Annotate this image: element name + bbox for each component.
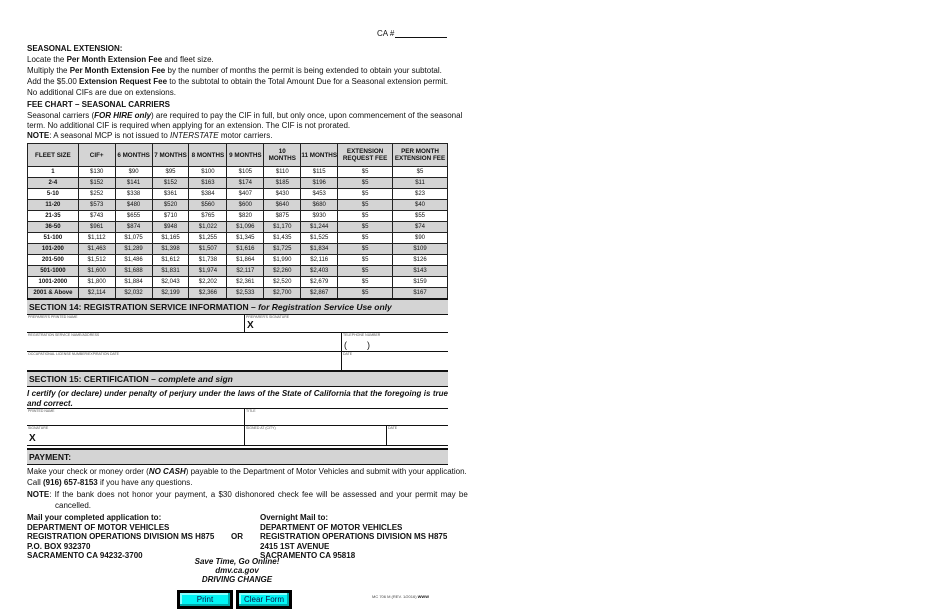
overnight-address-line: DEPARTMENT OF MOTOR VEHICLES [260,522,403,532]
table-row [28,200,448,211]
fleet-size-cell: 11-20 [28,200,79,211]
fleet-size-cell: 51-100 [28,233,79,244]
field-label: SIGNATURE [28,426,49,430]
payment-note: NOTE: If the bank does not honor your payment, a $30 dishonored check fee will be assessed and your permit may be [27,490,468,499]
fee-cell: $743 [78,211,115,222]
fee-cell: $152 [78,178,115,189]
fee-cell: $2,520 [264,277,301,288]
fee-cell: $2,202 [189,277,227,288]
fee-cell: $875 [264,211,301,222]
fee-cell: $95 [152,167,189,178]
overnight-address-line: REGISTRATION OPERATIONS DIVISION MS H875 [260,532,448,542]
fee-cell: $109 [393,244,448,255]
fee-cell: $2,114 [78,288,115,299]
fee-cell: $453 [301,189,338,200]
mail-address-line: REGISTRATION OPERATIONS DIVISION MS H875 [27,532,215,542]
field-label: TELEPHONE NUMBER [343,333,381,337]
fee-cell: $1,512 [78,255,115,266]
fee-cell: $1,525 [301,233,338,244]
fee-cell: $1,834 [301,244,338,255]
telephone-field[interactable] [342,333,448,352]
fee-cell: $1,486 [115,255,152,266]
section-15-header: SECTION 15: CERTIFICATION – complete and sign [27,370,448,387]
fee-cell: $338 [115,189,152,200]
fleet-size-cell: 5-10 [28,189,79,200]
fee-cell: $1,398 [152,244,189,255]
fee-cell: $163 [189,178,227,189]
table-header-row [28,144,448,167]
certification-statement: I certify (or declare) under penalty of perjury under the laws of the State of California that the foregoing is true and correct. [27,389,448,408]
seasonal-line-3: Add the $5.00 Extension Request Fee to the subtotal to obtain the Total Amount Due for a Seasonal extension permit. [27,77,448,86]
fee-cell: $820 [227,211,264,222]
fee-cell: $167 [393,288,448,299]
table-row [28,288,448,299]
overnight-address-line: 2415 1ST AVENUE [260,541,330,551]
fee-cell: $130 [78,167,115,178]
fee-cell: $2,366 [189,288,227,299]
fee-cell: $573 [78,200,115,211]
fee-cell: $1,022 [189,222,227,233]
payment-line-2: Call (916) 657-8153 if you have any questions. [27,478,193,487]
mail-address-line: Mail your completed application to: [27,513,162,522]
table-row [28,255,448,266]
fee-cell: $1,725 [264,244,301,255]
slogan [157,558,317,585]
fleet-size-cell: 2001 & Above [28,288,79,299]
phone-parens: ( ) [344,340,370,350]
fee-cell: $5 [338,222,393,233]
fee-cell: $2,403 [301,266,338,277]
ca-number-label-text: CA # [377,29,395,38]
fee-chart-para-2: term. No additional CIF is required when applying for an extension. The CIF is not prorated. [27,121,351,130]
section-14-header: SECTION 14: REGISTRATION SERVICE INFORMATION – for Registration Service Use only [27,298,448,315]
fleet-size-cell: 101-200 [28,244,79,255]
fee-cell: $2,533 [227,288,264,299]
fee-cell: $100 [189,167,227,178]
payment-note-cont: cancelled. [55,501,92,510]
fleet-size-cell: 2-4 [28,178,79,189]
fee-cell: $1,612 [152,255,189,266]
fee-cell: $2,043 [152,277,189,288]
fee-cell: $1,096 [227,222,264,233]
fee-cell: $141 [115,178,152,189]
fee-cell: $252 [78,189,115,200]
table-row [28,189,448,200]
fleet-size-cell: 201-500 [28,255,79,266]
signature-x-mark: X [247,320,254,331]
form-id: MC 706 M (REV. 1/2016) WWW [372,594,429,599]
fee-cell: $1,600 [78,266,115,277]
fee-cell: $196 [301,178,338,189]
mail-address-line: P.O. BOX 932370 [27,541,91,551]
fee-cell: $680 [301,200,338,211]
table-row [28,211,448,222]
title-field[interactable] [245,408,448,426]
fee-chart-para-1: Seasonal carriers (FOR HIRE only) are required to pay the CIF in full, but only once, upon commencement of the seasonal [27,111,463,120]
clear-form-button[interactable]: Clear Form [236,590,292,609]
fee-cell: $5 [338,233,393,244]
fee-cell: $1,255 [189,233,227,244]
field-label: REGISTRATION SERVICE NAME/ADDRESS [28,333,100,337]
fee-cell: $152 [152,178,189,189]
overnight-address [260,513,447,561]
overnight-address-line: Overnight Mail to: [260,513,328,522]
fee-cell: $23 [393,189,448,200]
column-header: EXTENSION REQUEST FEE [338,144,393,167]
fee-cell: $1,990 [264,255,301,266]
fee-cell: $115 [301,167,338,178]
fee-cell: $2,700 [264,288,301,299]
or-label: OR [231,532,243,541]
fee-cell: $1,244 [301,222,338,233]
fee-cell: $2,117 [227,266,264,277]
fee-cell: $5 [338,277,393,288]
preparer-signature-field[interactable] [245,315,448,333]
fee-cell: $1,884 [115,277,152,288]
overnight-address-line: SACRAMENTO CA 95818 [260,551,356,561]
field-label: PREPARER'S PRINTED NAME [28,315,78,319]
fee-cell: $560 [189,200,227,211]
fee-cell: $2,032 [115,288,152,299]
fee-cell: $430 [264,189,301,200]
fee-cell: $1,800 [78,277,115,288]
fee-cell: $5 [393,167,448,178]
ca-number-label [377,29,394,39]
fee-cell: $126 [393,255,448,266]
table-row [28,266,448,277]
field-label: DATE [388,426,398,430]
fleet-size-cell: 21-35 [28,211,79,222]
fee-cell: $1,507 [189,244,227,255]
fee-cell: $185 [264,178,301,189]
field-label: PRINTED NAME [28,409,55,413]
column-header: 11 MONTHS [301,144,338,167]
column-header: PER MONTH EXTENSION FEE [393,144,448,167]
fee-cell: $105 [227,167,264,178]
slogan-line: Save Time, Go Online! [194,557,280,566]
fee-cell: $2,679 [301,277,338,288]
seasonal-line-2: Multiply the Per Month Extension Fee by the number of months the permit is being extended to obtain your subtotal. [27,66,442,75]
column-header: FLEET SIZE [28,144,79,167]
slogan-url: dmv.ca.gov [215,565,259,575]
fee-cell: $40 [393,200,448,211]
fee-cell: $5 [338,255,393,266]
signed-at-field[interactable] [245,426,387,446]
payment-line-1: Make your check or money order (NO CASH) payable to the Department of Motor Vehicles and submit with your application. [27,467,467,476]
fee-cell: $90 [393,233,448,244]
field-label: OCCUPATIONAL LICENSE NUMBER/EXPIRATION DATE [28,352,120,356]
fee-cell: $1,831 [152,266,189,277]
seasonal-line-4: No additional CIFs are due on extensions. [27,88,176,97]
fee-cell: $2,199 [152,288,189,299]
printed-name-field[interactable] [27,408,245,426]
fee-chart-note: NOTE: A seasonal MCP is not issued to INTERSTATE motor carriers. [27,131,273,140]
fee-cell: $407 [227,189,264,200]
table-row [28,244,448,255]
signature-field[interactable] [27,426,245,446]
fee-cell: $2,361 [227,277,264,288]
fee-cell: $600 [227,200,264,211]
fee-cell: $384 [189,189,227,200]
mail-address-line: SACRAMENTO CA 94232-3700 [27,551,143,561]
fee-cell: $159 [393,277,448,288]
service-name-address-field[interactable] [27,333,342,352]
fee-cell: $1,974 [189,266,227,277]
fee-cell: $961 [78,222,115,233]
fee-cell: $5 [338,178,393,189]
field-label: TITLE [246,409,256,413]
field-label: PREPARER'S SIGNATURE [246,315,290,319]
table-row [28,222,448,233]
date-field-14[interactable] [342,352,448,370]
fleet-size-cell: 501-1000 [28,266,79,277]
fee-cell: $110 [264,167,301,178]
fee-chart-title: FEE CHART – SEASONAL CARRIERS [27,100,170,109]
field-label: DATE [343,352,353,356]
fee-cell: $5 [338,167,393,178]
fee-chart-table [27,143,448,299]
preparer-name-field[interactable] [27,315,245,333]
fee-cell: $74 [393,222,448,233]
fee-cell: $1,738 [189,255,227,266]
mail-address-line: DEPARTMENT OF MOTOR VEHICLES [27,522,170,532]
fee-cell: $1,864 [227,255,264,266]
table-row [28,167,448,178]
fee-cell: $5 [338,244,393,255]
fee-cell: $1,345 [227,233,264,244]
fee-cell: $143 [393,266,448,277]
mail-address [27,513,214,561]
ca-number-field[interactable] [395,37,447,38]
column-header: 7 MONTHS [152,144,189,167]
fee-cell: $2,867 [301,288,338,299]
fee-cell: $765 [189,211,227,222]
fee-cell: $1,435 [264,233,301,244]
date-field-15[interactable] [387,426,448,446]
fee-cell: $5 [338,266,393,277]
fee-cell: $1,463 [78,244,115,255]
fee-cell: $174 [227,178,264,189]
fee-cell: $361 [152,189,189,200]
fee-cell: $2,260 [264,266,301,277]
fee-cell: $948 [152,222,189,233]
print-button[interactable]: Print [177,590,233,609]
fee-cell: $1,112 [78,233,115,244]
fee-cell: $1,289 [115,244,152,255]
table-row [28,178,448,189]
fee-cell: $5 [338,200,393,211]
fee-cell: $5 [338,288,393,299]
fee-cell: $55 [393,211,448,222]
fee-cell: $874 [115,222,152,233]
fee-cell: $5 [338,189,393,200]
column-header: 10 MONTHS [264,144,301,167]
fee-cell: $1,075 [115,233,152,244]
fee-cell: $1,170 [264,222,301,233]
field-label: SIGNED AT (CITY) [246,426,276,430]
fee-cell: $655 [115,211,152,222]
fee-cell: $90 [115,167,152,178]
fee-cell: $1,165 [152,233,189,244]
fee-cell: $710 [152,211,189,222]
table-row [28,277,448,288]
column-header: 8 MONTHS [189,144,227,167]
fee-cell: $520 [152,200,189,211]
seasonal-title: SEASONAL EXTENSION: [27,44,123,53]
table-row [28,233,448,244]
fee-cell: $2,116 [301,255,338,266]
fee-cell: $640 [264,200,301,211]
slogan-line: DRIVING CHANGE [201,575,273,584]
column-header: 6 MONTHS [115,144,152,167]
column-header: 9 MONTHS [227,144,264,167]
seasonal-line-1: Locate the Per Month Extension Fee and fleet size. [27,55,214,64]
fleet-size-cell: 36-50 [28,222,79,233]
column-header: CIF+ [78,144,115,167]
signature-x-mark: X [29,433,36,444]
fee-cell: $480 [115,200,152,211]
fleet-size-cell: 1001-2000 [28,277,79,288]
license-field[interactable] [27,352,342,370]
fee-cell: $5 [338,211,393,222]
payment-header: PAYMENT: [27,448,448,465]
fleet-size-cell: 1 [28,167,79,178]
fee-cell: $1,616 [227,244,264,255]
fee-cell: $1,688 [115,266,152,277]
fee-cell: $930 [301,211,338,222]
fee-cell: $11 [393,178,448,189]
